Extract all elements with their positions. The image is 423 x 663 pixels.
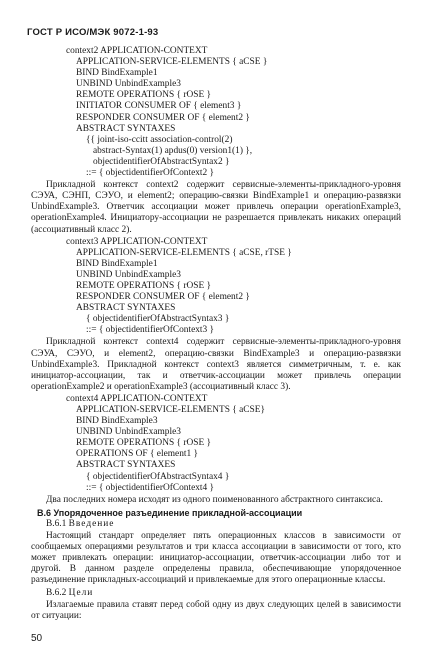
asn1-line: RESPONDER CONSUMER OF { element2 }	[76, 292, 250, 303]
asn1-line: context2 APPLICATION-CONTEXT	[66, 46, 208, 56]
asn1-line: UNBIND UnbindExample3	[76, 269, 181, 280]
asn1-line: context4 APPLICATION-CONTEXT	[66, 393, 208, 404]
asn1-line: ::= { objectidentifierOfContext3 }	[86, 325, 215, 336]
asn1-line: APPLICATION-SERVICE-ELEMENTS { aCSE, rTSE }	[76, 247, 292, 258]
page-header: ГОСТ Р ИСО/МЭК 9072-1-93	[27, 27, 159, 38]
asn1-line: ::= { objectidentifierOfContext4 }	[86, 482, 215, 493]
asn1-line: ABSTRACT SYNTAXES	[76, 460, 176, 471]
asn1-line: BIND BindExample1	[76, 258, 158, 269]
asn1-line: ABSTRACT SYNTAXES	[76, 123, 176, 134]
subsection-number: В.6.1	[46, 518, 67, 529]
asn1-line: REMOTE OPERATIONS { rOSE }	[76, 280, 212, 291]
subsection-title: Введение	[68, 518, 115, 529]
section-heading: В.6 Упорядоченное разъединение прикладной-ассоциации	[37, 507, 303, 518]
document-body	[31, 46, 401, 623]
page-number: 50	[31, 633, 43, 644]
asn1-line: ABSTRACT SYNTAXES	[76, 303, 176, 314]
asn1-line: objectidentifierOfAbstractSyntax2 }	[93, 156, 230, 167]
subsection-number: В.6.2	[46, 587, 67, 598]
asn1-line: {{ joint-iso-ccitt association-control(2)	[86, 134, 233, 145]
asn1-line: context3 APPLICATION-CONTEXT	[66, 236, 208, 247]
subsection-heading	[31, 588, 401, 599]
asn1-line: BIND BindExample1	[76, 68, 158, 79]
asn1-line: abstract-Syntax(1) apdus(0) version1(1) },	[93, 145, 253, 156]
asn1-line: APPLICATION-SERVICE-ELEMENTS { aCSE}	[76, 405, 265, 415]
paragraph: Прикладной контекст context4 содержит сервисные-элементы-прикладного-уровня СЭУА, СЭУО, и element2, операцию-связки BindExample3 и операцию-развязки UnbindExample3. Прикладной контекст context3 является симметричным, т. е. как инициатор-ассоциации, так и ответчик-ассоциации может привлечь операции operationExample2 и operationExample3 (ассоциативный класс 3).	[31, 337, 401, 392]
asn1-line: REMOTE OPERATIONS { rOSE }	[76, 438, 212, 449]
paragraph: Настоящий стандарт определяет пять операционных классов в зависимости от сообщаемых операциями результатов и три класса ассоциации в зависимости от того, кто может привлекать операции: инициатор-ассоциации, ответчик-ассоциации либо тот и другой. В данном разделе определены правила, обеспечивающие упорядоченное разъединение прикладных-ассоциаций и привлекаемые для этого операционные классы.	[31, 531, 401, 586]
asn1-line: INITIATOR CONSUMER OF { element3 }	[76, 101, 242, 112]
asn1-line: OPERATIONS OF { element1 }	[76, 449, 199, 460]
asn1-line: { objectidentifierOfAbstractSyntax3 }	[86, 314, 230, 325]
asn1-line: UNBIND UnbindExample3	[76, 427, 181, 438]
subsection-title: Цели	[68, 587, 94, 598]
paragraph: Прикладной контекст context2 содержит сервисные-элементы-прикладного-уровня СЭУА, СЭНП, СЭУО, и element2; операцию-связки BindExample1 и операцию-развязки UnbindExample3. Ответчик ассоциации может привлечь операции operationExample3, operationExample4. Инициатору-ассоциации не разрешается привлекать никаких операций (ассоциативный класс 2).	[31, 180, 401, 235]
asn1-line: BIND BindExample3	[76, 416, 158, 427]
asn1-line: REMOTE OPERATIONS { rOSE }	[76, 90, 212, 101]
asn1-line: RESPONDER CONSUMER OF { element2 }	[76, 112, 250, 123]
paragraph: Излагаемые правила ставят перед собой одну из двух следующих целей в зависимости от ситуации:	[31, 599, 401, 621]
paragraph: Два последних номера исходят из одного поименованного абстрактного синтаксиса.	[46, 494, 383, 505]
asn1-line: APPLICATION-SERVICE-ELEMENTS { aCSE }	[76, 57, 268, 68]
asn1-line: ::= { objectidentifierOfContext2 }	[86, 168, 215, 179]
asn1-line: UNBIND UnbindExample3	[76, 79, 181, 90]
asn1-line: { objectidentifierOfAbstractSyntax4 }	[86, 471, 230, 482]
subsection-heading	[31, 519, 401, 530]
